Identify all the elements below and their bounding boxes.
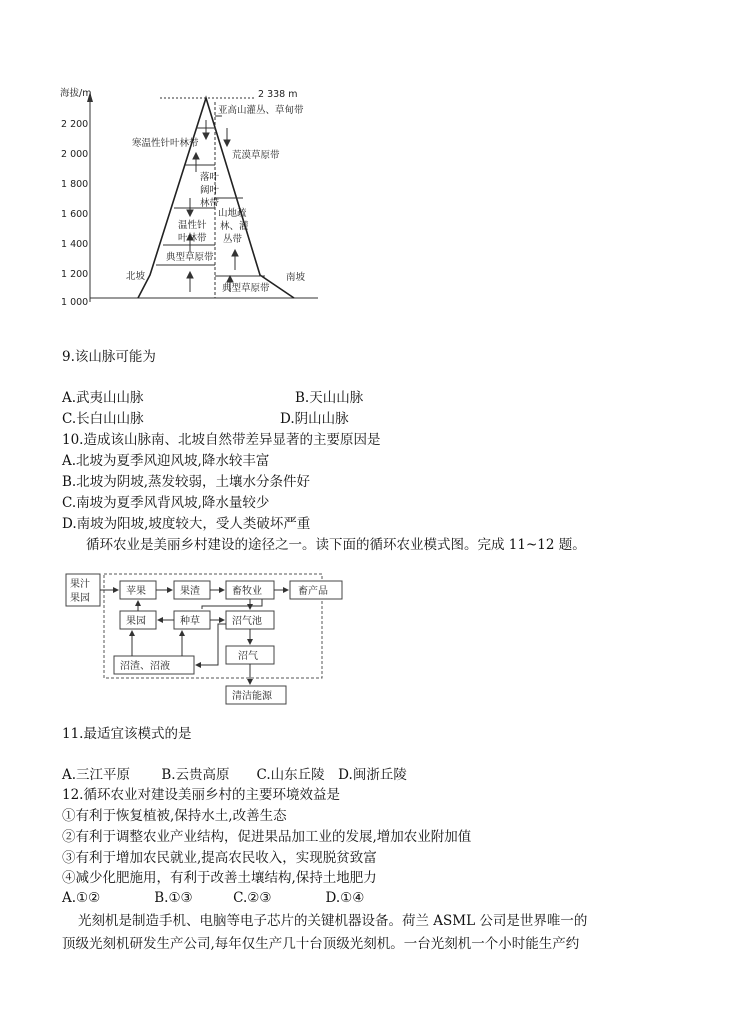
circular-agriculture-diagram xyxy=(62,570,392,710)
livestock-label: 畜牧业 xyxy=(232,586,262,597)
question-9-option-b: B.天山山脉 xyxy=(295,390,364,406)
slurry-label: 沼渣、沼液 xyxy=(120,661,170,672)
juice-orchard-label: 果园 xyxy=(70,593,90,604)
question-12-statement-1: ①有利于恢复植被,保持水土,改善生态 xyxy=(62,808,287,824)
tick-label: 1 800 xyxy=(61,179,89,190)
question-11-stem: 11.最适宜该模式的是 xyxy=(62,726,192,742)
zone-label-broadleaf: 林带 xyxy=(200,198,220,209)
question-10-option-c: C.南坡为夏季风背风坡,降水量较少 xyxy=(62,495,270,511)
question-12-statement-2: ②有利于调整农业产业结构，促进果品加工业的发展,增加农业附加值 xyxy=(62,829,472,845)
tick-label: 1 000 xyxy=(61,297,89,308)
grass-label: 种草 xyxy=(180,616,200,627)
north-slope-label: 北坡 xyxy=(126,271,146,282)
biogas-label: 沼气 xyxy=(238,651,258,662)
tick-label: 2 000 xyxy=(61,149,89,160)
zone-label-desert-grassland: 荒漠草原带 xyxy=(232,150,280,161)
zone-label-temperate-conifer: 叶林带 xyxy=(178,233,207,244)
zone-label-broadleaf: 落叶 xyxy=(200,172,220,183)
products-label: 畜产品 xyxy=(298,586,328,597)
tick-label: 1 200 xyxy=(61,269,89,280)
question-9-stem: 9.该山脉可能为 xyxy=(62,349,156,365)
zone-label-north-grassland: 典型草原带 xyxy=(166,252,214,263)
residue-label: 果渣 xyxy=(180,586,200,597)
question-9-option-d: D.阴山山脉 xyxy=(280,411,349,427)
zone-label-shrub: 山地疏 xyxy=(218,208,247,219)
clean-energy-label: 清洁能源 xyxy=(232,691,272,702)
question-10-stem: 10.造成该山脉南、北坡自然带差异显著的主要原因是 xyxy=(62,432,381,448)
question-10-option-a: A.北坡为夏季风迎风坡,降水较丰富 xyxy=(62,453,270,469)
tick-label: 2 200 xyxy=(61,119,89,130)
juice-orchard-label: 果汁 xyxy=(70,579,90,590)
peak-label: 2 338 m xyxy=(258,89,298,100)
passage-line-2: 顶级光刻机研发生产公司,每年仅生产几十台顶级光刻机。一台光刻机一个小时能生产约 xyxy=(62,936,580,952)
zone-label-temperate-conifer: 温性针 xyxy=(178,220,207,231)
question-12-options: A.①② B.①③ C.②③ D.①④ xyxy=(62,890,365,906)
apple-label: 苹果 xyxy=(126,586,146,597)
y-axis-label: 海拔/m xyxy=(60,88,92,99)
biogas-pool-label: 沼气池 xyxy=(232,616,262,627)
question-10-option-d: D.南坡为阳坡,坡度较大，受人类破坏严重 xyxy=(62,516,311,532)
question-12-stem: 12.循环农业对建设美丽乡村的主要环境效益是 xyxy=(62,787,340,803)
zone-label-shrub: 林、灌 xyxy=(220,221,249,232)
mountain-zonation-diagram xyxy=(60,80,330,310)
tick-label: 1 400 xyxy=(61,239,89,250)
orchard-label: 果园 xyxy=(126,616,146,627)
tick-label: 1 600 xyxy=(61,209,89,220)
question-9-option-c: C.长白山山脉 xyxy=(62,411,144,427)
passage-line-1: 光刻机是制造手机、电脑等电子芯片的关键机器设备。荷兰 ASML 公司是世界唯一的 xyxy=(78,913,588,929)
south-slope-label: 南坡 xyxy=(286,272,306,283)
question-10-option-b: B.北坡为阴坡,蒸发较弱，土壤水分条件好 xyxy=(62,474,311,490)
question-12-statement-4: ④减少化肥施用，有利于改善土壤结构,保持土地肥力 xyxy=(62,870,377,886)
intro-paragraph: 循环农业是美丽乡村建设的途径之一。读下面的循环农业模式图。完成 11~12 题。 xyxy=(86,537,586,553)
zone-label-shrub: 丛带 xyxy=(223,234,243,245)
question-11-options: A.三江平原 B.云贵高原 C.山东丘陵 D.闽浙丘陵 xyxy=(62,767,407,783)
question-12-statement-3: ③有利于增加农民就业,提高农民收入，实现脱贫致富 xyxy=(62,850,377,866)
zone-label-south-grassland: 典型草原带 xyxy=(222,283,270,294)
zone-label-cold-conifer: 寒温性针叶林带 xyxy=(132,138,199,149)
zone-label-alpine: 亚高山灌丛、草甸带 xyxy=(218,105,304,116)
zone-label-broadleaf: 阔叶 xyxy=(200,185,220,196)
question-9-option-a: A.武夷山山脉 xyxy=(62,390,144,406)
